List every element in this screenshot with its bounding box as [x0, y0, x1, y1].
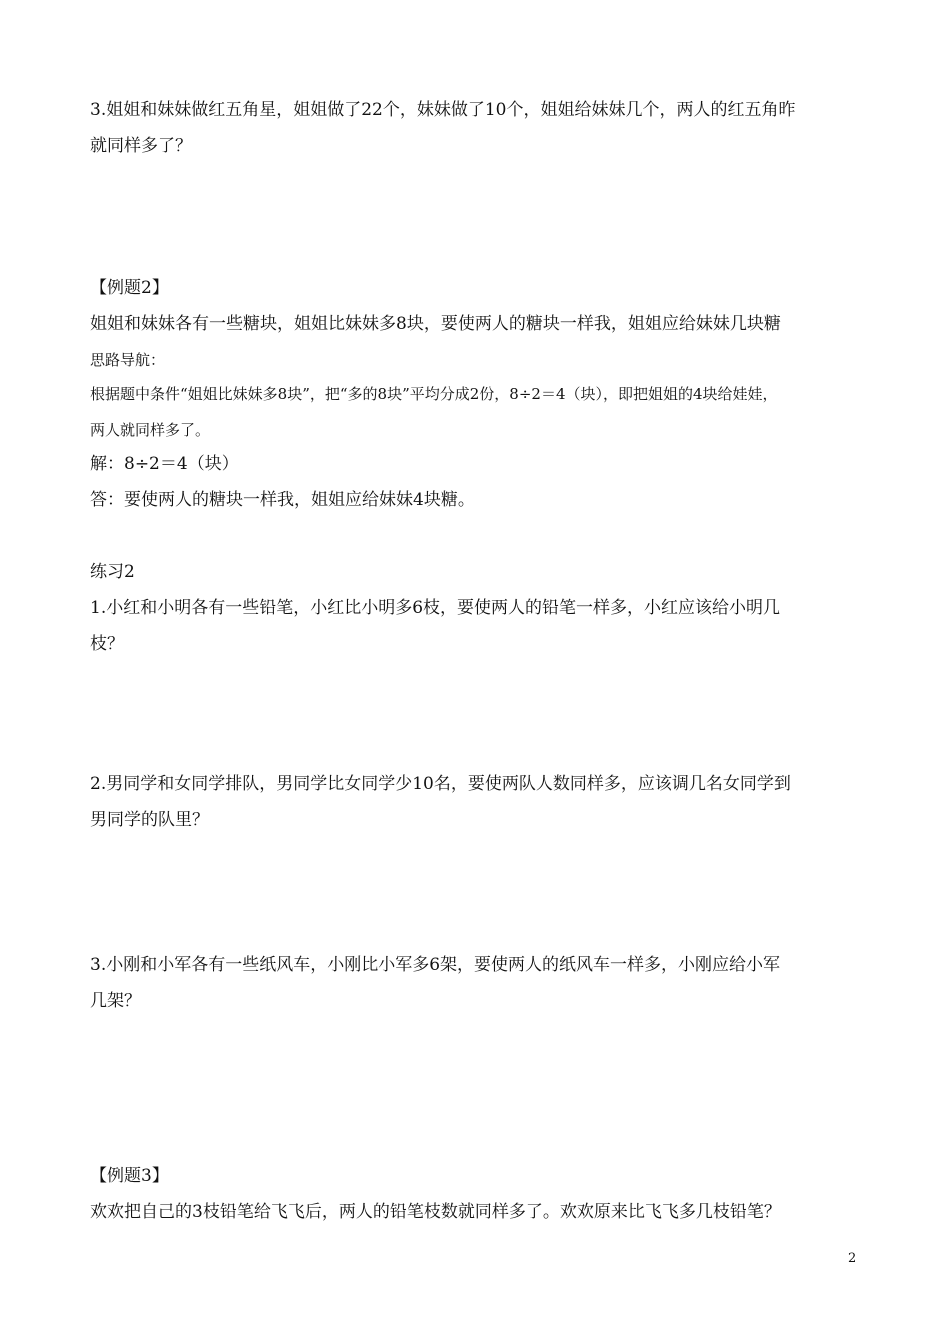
hint-text-line-1: 根据题中条件“姐姐比妹妹多8块”，把“多的8块”平均分成2份，8÷2＝4（块），即把姐姐的4块给娃娃， — [90, 385, 778, 403]
solution-line: 解：8÷2＝4（块） — [90, 454, 239, 474]
exercise-2-q1-line-2: 枝？ — [90, 634, 124, 654]
problem-3-line-1: 3.姐姐和妹妹做红五角星，姐姐做了22个，妹妹做了10个，姐姐给妹妹几个，两人的红五角昨 — [90, 100, 796, 120]
exercise-2-q3-line-2: 几架？ — [90, 991, 141, 1011]
exercise-2-heading: 练习2 — [90, 562, 135, 582]
answer-line: 答：要使两人的糖块一样我，姐姐应给妹妹4块糖。 — [90, 490, 475, 510]
example-3-heading: 【例题3】 — [90, 1166, 169, 1186]
hint-heading: 思路导航： — [90, 351, 166, 369]
hint-text-line-2: 两人就同样多了。 — [90, 421, 211, 439]
problem-3-line-2: 就同样多了？ — [90, 136, 192, 156]
example-3-question: 欢欢把自己的3枝铅笔给飞飞后，两人的铅笔枝数就同样多了。欢欢原来比飞飞多几枝铅笔？ — [90, 1202, 781, 1222]
exercise-2-q1-line-1: 1.小红和小明各有一些铅笔，小红比小明多6枝，要使两人的铅笔一样多，小红应该给小明几 — [90, 598, 781, 618]
page-number: 2 — [848, 1251, 857, 1266]
exercise-2-q2-line-2: 男同学的队里？ — [90, 810, 209, 830]
exercise-2-q2-line-1: 2.男同学和女同学排队，男同学比女同学少10名，要使两队人数同样多，应该调几名女同学到 — [90, 774, 791, 794]
example-2-heading: 【例题2】 — [90, 278, 169, 298]
exercise-2-q3-line-1: 3.小刚和小军各有一些纸风车，小刚比小军多6架，要使两人的纸风车一样多，小刚应给小军 — [90, 955, 781, 975]
example-2-question: 姐姐和妹妹各有一些糖块，姐姐比妹妹多8块，要使两人的糖块一样我，姐姐应给妹妹几块糖 — [90, 314, 781, 334]
